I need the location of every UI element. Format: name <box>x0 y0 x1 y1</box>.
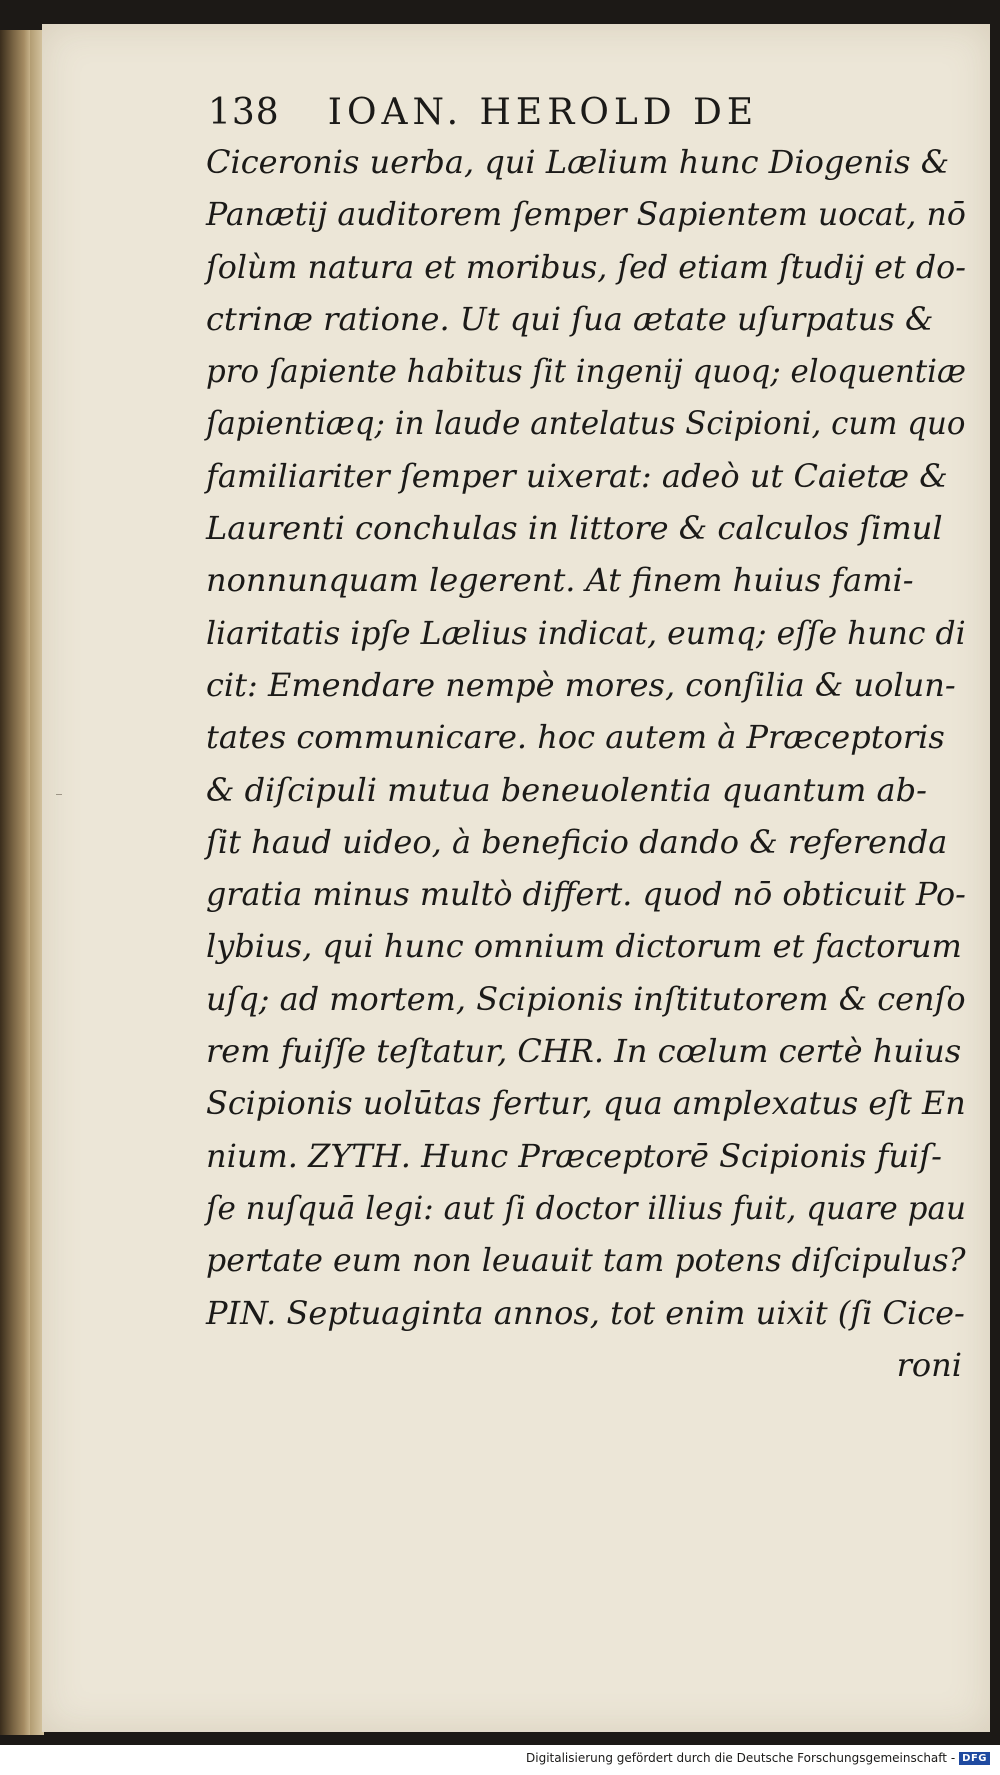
text-line: ſapientiæq; in laude antelatus Scipioni, cum quo <box>206 404 966 443</box>
text-line: PIN. Septuaginta annos, tot enim uixit (ſi Cice- <box>206 1293 965 1332</box>
paper-speck <box>56 794 62 795</box>
text-line: Panætij auditorem ſemper Sapientem uocat, nō <box>206 195 966 234</box>
dfg-logo: DFG <box>959 1752 990 1765</box>
book-binding <box>0 30 30 1735</box>
text-line: lybius, qui hunc omnium dictorum et factorum <box>206 927 962 966</box>
text-line: Ciceronis uerba, qui Lælium hunc Diogenis & <box>206 143 950 181</box>
text-line: rem fuiſſe teſtatur, CHR. In cœlum certè huius <box>206 1032 962 1071</box>
digitization-credit <box>526 1751 990 1765</box>
text-line: tates communicare. hoc autem à Præceptoris <box>206 718 945 757</box>
text-line: & diſcipuli mutua beneuolentia quantum ab- <box>206 770 927 809</box>
text-line: cit: Emendare nempè mores, conſilia & uolun- <box>206 665 956 704</box>
text-line: nonnunquam legerent. At finem huius fami- <box>206 561 914 600</box>
text-line: pertate eum non leuauit tam potens diſcipulus? <box>206 1241 966 1280</box>
body-text <box>206 136 966 1391</box>
text-line: nium. ZYTH. Hunc Præceptorē Scipionis fuiſ- <box>206 1136 942 1175</box>
text-line: liaritatis ipſe Lælius indicat, eumq; eſſe hunc di <box>206 613 966 652</box>
text-line: uſq; ad mortem, Scipionis inſtitutorem & cenſo <box>206 979 966 1018</box>
text-line: Scipionis uolūtas fertur, qua amplexatus eſt En <box>206 1084 966 1123</box>
running-head-title: IOAN. HEROLD DE <box>327 92 759 133</box>
text-line: ſe nuſquā legi: aut ſi doctor illius fuit, quare pau <box>206 1188 966 1227</box>
text-line: ctrinæ ratione. Ut qui ſua ætate uſurpatus & <box>206 299 934 338</box>
text-line: ſolùm natura et moribus, ſed etiam ſtudij et do- <box>206 247 966 286</box>
page-number: 138 <box>208 92 280 133</box>
credit-text: Digitalisierung gefördert durch die Deutsche Forschungsgemeinschaft - <box>526 1751 956 1765</box>
running-header <box>208 92 758 133</box>
text-line: gratia minus multò differt. quod nō obticuit Po- <box>206 875 966 914</box>
text-line: pro ſapiente habitus ſit ingenij quoq; eloquentiæ <box>206 352 967 391</box>
text-line: Laurenti conchulas in littore & calculos ſimul <box>206 509 943 548</box>
text-line: ſit haud uideo, à beneficio dando & referenda <box>206 822 948 861</box>
text-line: familiariter ſemper uixerat: adeò ut Caietæ & <box>206 456 948 495</box>
catchword: roni <box>896 1345 962 1384</box>
